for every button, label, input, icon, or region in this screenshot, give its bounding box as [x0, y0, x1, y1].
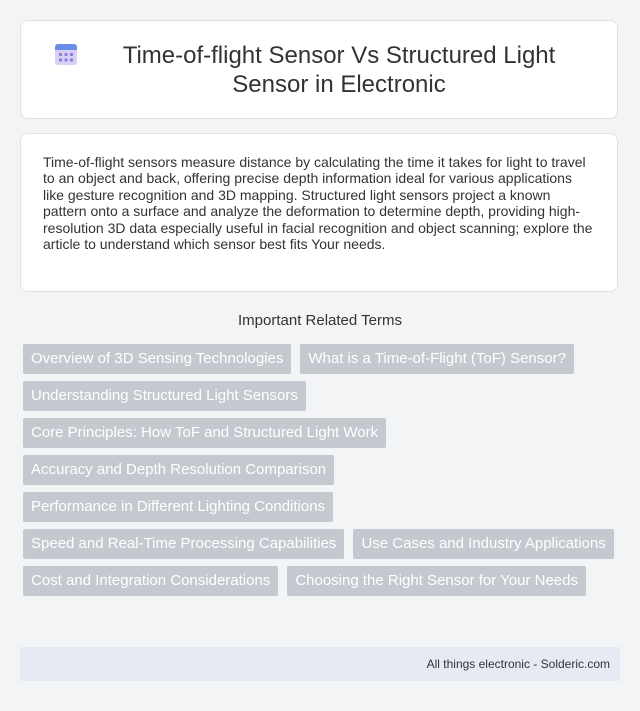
term-cost-integration[interactable]: Cost and Integration Considerations — [23, 566, 278, 596]
term-lighting-performance[interactable]: Performance in Different Lighting Conditions — [23, 492, 333, 522]
term-structured-light[interactable]: Understanding Structured Light Sensors — [23, 381, 306, 411]
term-accuracy-comparison[interactable]: Accuracy and Depth Resolution Comparison — [23, 455, 334, 485]
footer-text: All things electronic - Solderic.com — [426, 657, 610, 671]
related-terms-list — [23, 344, 623, 596]
term-choosing-sensor[interactable]: Choosing the Right Sensor for Your Needs — [287, 566, 586, 596]
title-wrap — [59, 41, 579, 99]
term-core-principles[interactable]: Core Principles: How ToF and Structured Light Work — [23, 418, 386, 448]
description-card — [20, 133, 618, 292]
term-speed-realtime[interactable]: Speed and Real-Time Processing Capabilities — [23, 529, 344, 559]
term-use-cases[interactable]: Use Cases and Industry Applications — [353, 529, 613, 559]
footer — [20, 647, 620, 681]
page-title: Time-of-flight Sensor Vs Structured Light Sensor in Electronic — [122, 41, 556, 98]
calendar-grid-icon — [53, 41, 79, 67]
term-3d-sensing-overview[interactable]: Overview of 3D Sensing Technologies — [23, 344, 291, 374]
title-card — [20, 20, 618, 119]
description-text: Time-of-flight sensors measure distance by calculating the time it takes for light to travel to an object and back, offering precise depth information ideal for various applications like gesture recognition and 3D mapping. Structured light sensors project a known pattern onto a surface and analyze the deformation to determine depth, providing high-resolution 3D data especially useful in facial recognition and object scanning; explore the article to understand which sensor best fits Your needs. — [43, 154, 593, 253]
related-terms-heading: Important Related Terms — [238, 312, 402, 329]
term-what-is-tof[interactable]: What is a Time-of-Flight (ToF) Sensor? — [300, 344, 574, 374]
